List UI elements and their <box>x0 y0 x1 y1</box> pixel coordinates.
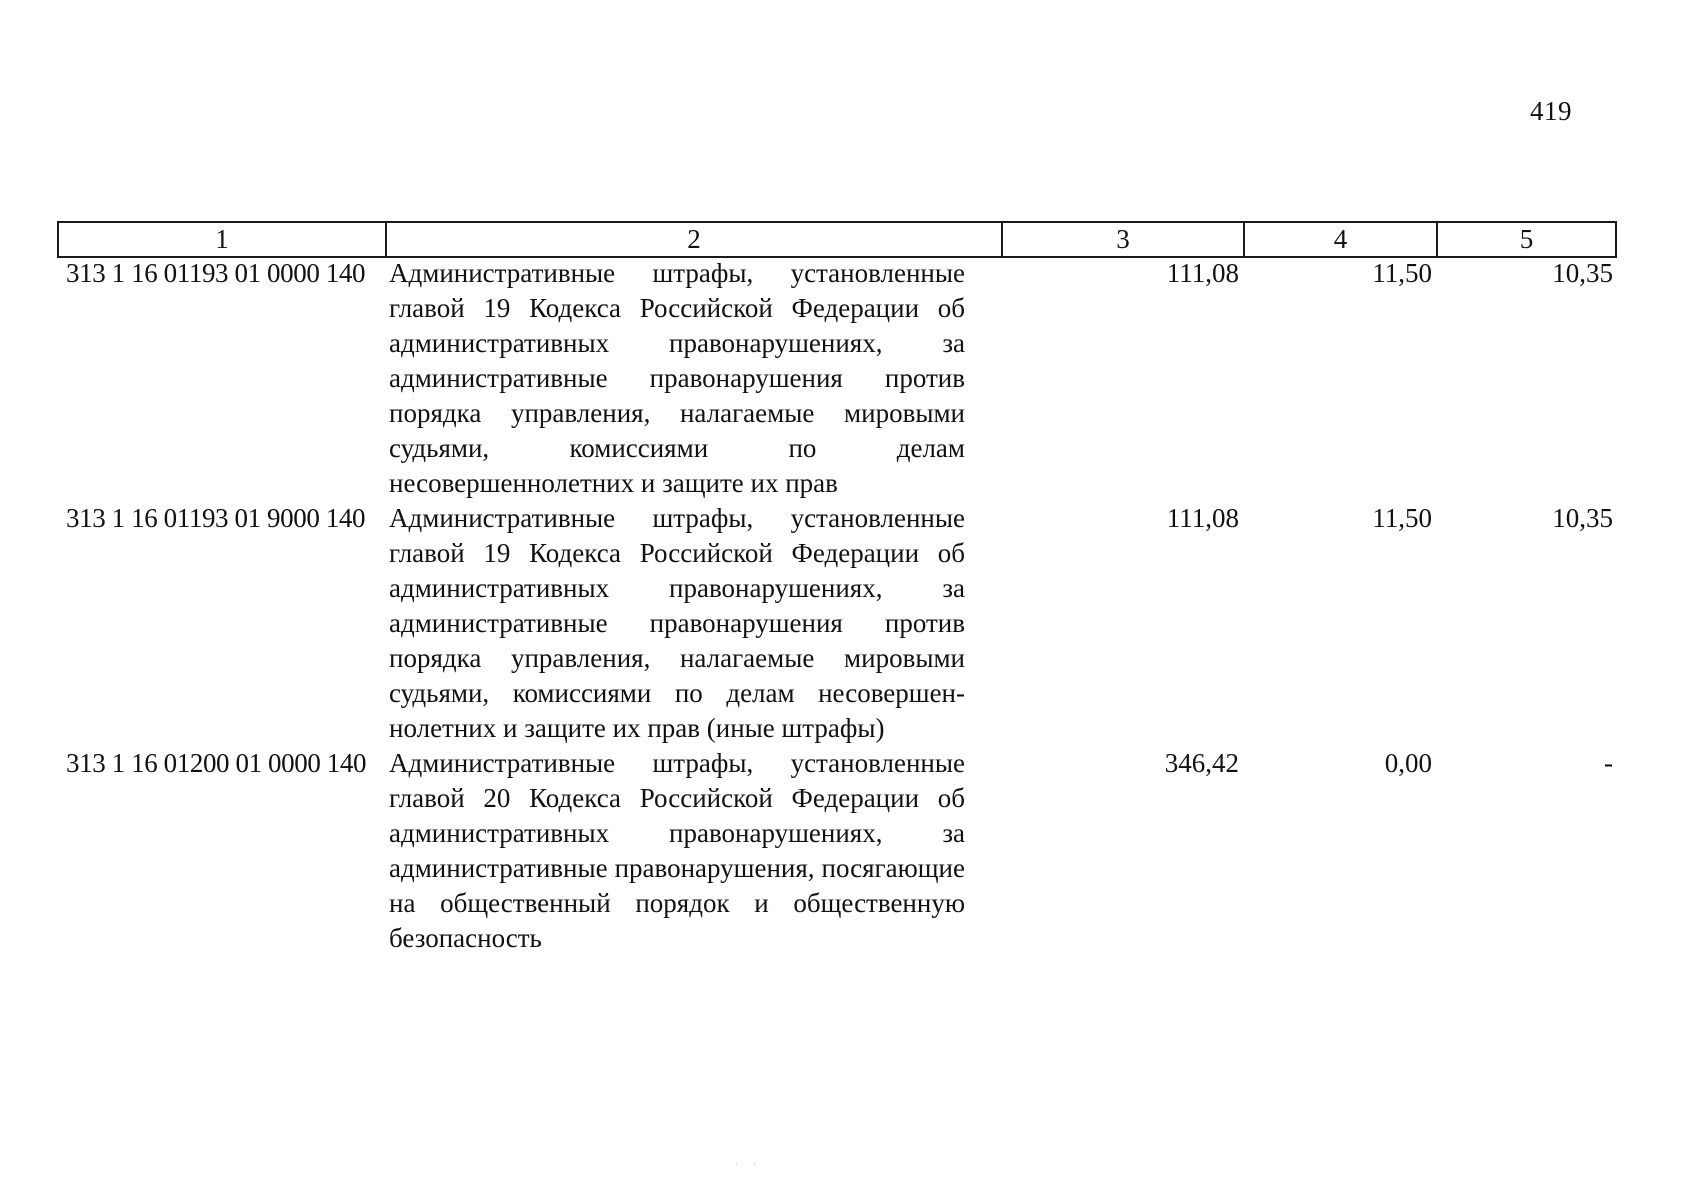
table-header <box>57 221 1617 258</box>
value-col5: - <box>1604 748 1613 778</box>
table-row <box>57 746 1615 956</box>
header-cell-3: 3 <box>1002 222 1244 257</box>
header-cell-2: 2 <box>386 222 1002 257</box>
value-col3: 111,08 <box>1166 503 1239 533</box>
row-description: Административные штрафы, установленные главой 19 Кодекса Российской Федерации об административных правонарушениях, за административные правонарушения против порядка управления, налагаемые мировыми судьями, комиссиями по делам несовершеннолетних и защите их прав (иные штрафы) <box>389 503 965 743</box>
header-cell-1: 1 <box>58 222 386 257</box>
page-number: 419 <box>1530 96 1572 126</box>
row-description: Административные штрафы, установленные главой 20 Кодекса Российской Федерации об административных правонарушениях, за административные правонарушения, посягающие на общественный порядок и общественную безопасность <box>389 748 965 953</box>
value-col5: 10,35 <box>1552 503 1613 533</box>
table-row <box>57 501 1615 746</box>
budget-code: 313 1 16 01200 01 0000 140 <box>66 748 367 778</box>
data-table <box>57 256 1615 956</box>
value-col4: 0,00 <box>1384 748 1432 778</box>
value-col4: 11,50 <box>1372 503 1432 533</box>
scan-artifact: · · <box>735 1160 763 1171</box>
value-col4: 11,50 <box>1372 258 1432 288</box>
value-col3: 111,08 <box>1166 258 1239 288</box>
budget-code: 313 1 16 01193 01 0000 140 <box>66 258 366 288</box>
value-col3: 346,42 <box>1164 748 1239 778</box>
row-description: Административные штрафы, установленные главой 19 Кодекса Российской Федерации об административных правонарушениях, за административные правонарушения против порядка управления, налагаемые мировыми судьями, комиссиями по делам несовершеннолетних и защите их прав <box>389 258 965 498</box>
header-cell-5: 5 <box>1437 222 1616 257</box>
header-row <box>58 222 1616 257</box>
value-col5: 10,35 <box>1552 258 1613 288</box>
budget-code: 313 1 16 01193 01 9000 140 <box>66 503 366 533</box>
table-row <box>57 256 1615 501</box>
header-cell-4: 4 <box>1244 222 1437 257</box>
